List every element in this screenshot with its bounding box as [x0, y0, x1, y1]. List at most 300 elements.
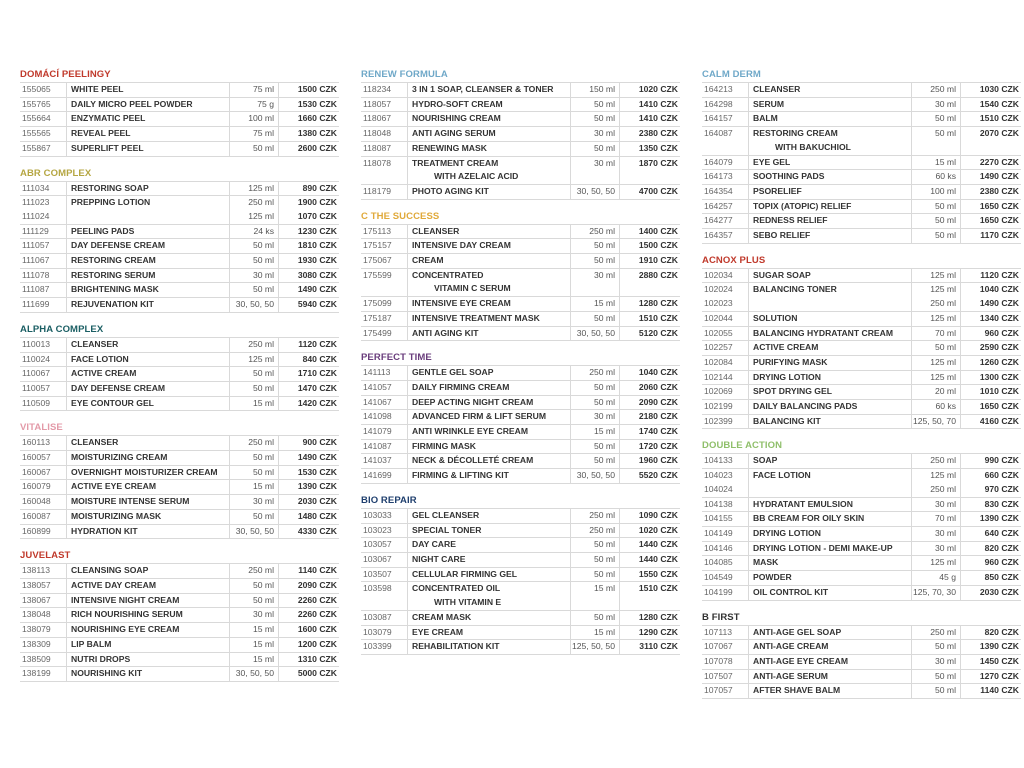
product-volume: 20 ml [912, 385, 961, 400]
product-row [702, 414, 1021, 429]
product-row [20, 268, 339, 283]
product-name: FIRMING & LIFTING KIT [408, 469, 571, 484]
product-code: 111129 [20, 224, 67, 239]
product-code: 104024 [702, 483, 749, 497]
product-row [702, 469, 1021, 483]
product-code: 118048 [361, 127, 408, 142]
product-row [20, 367, 339, 382]
product-price: 900 CZK [279, 436, 340, 451]
product-row [361, 156, 680, 170]
product-code: 110509 [20, 396, 67, 411]
product-volume: 50 ml [571, 380, 620, 395]
product-code: 155065 [20, 83, 67, 98]
product-volume: 50 ml [912, 214, 961, 229]
product-price: 1040 CZK [979, 284, 1019, 295]
product-name: INTENSIVE EYE CREAM [408, 297, 571, 312]
product-row [702, 556, 1021, 571]
product-row [361, 366, 680, 381]
product-row [361, 596, 680, 610]
product-row [361, 410, 680, 425]
product-volume: 50 ml [230, 254, 279, 269]
product-name: OVERNIGHT MOISTURIZER CREAM [67, 465, 230, 480]
product-code: 103023 [361, 523, 408, 538]
product-name: RENEWING MASK [408, 141, 571, 156]
product-table [20, 435, 339, 539]
product-volume: 75 ml [230, 83, 279, 98]
product-volume: 250 ml [230, 337, 279, 352]
section-title: ALPHA COMPLEX [20, 323, 104, 335]
product-price: 1200 CZK [279, 637, 340, 652]
product-name: BALANCING KIT [749, 414, 912, 429]
product-row [20, 83, 339, 98]
product-code: 155664 [20, 112, 67, 127]
product-volume: 150 ml [571, 83, 620, 98]
product-name: SERUM [749, 97, 912, 112]
product-row [20, 112, 339, 127]
product-row [361, 282, 680, 296]
product-code: 102199 [702, 400, 749, 415]
product-price: 1500 CZK [620, 239, 681, 254]
product-code: 164087 [702, 127, 749, 141]
product-price: 2090 CZK [279, 578, 340, 593]
product-row [361, 395, 680, 410]
product-name: EYE GEL [749, 155, 912, 170]
product-row [361, 625, 680, 640]
product-name: AFTER SHAVE BALM [749, 684, 912, 699]
product-volume: 30, 50, 50 [230, 667, 279, 682]
product-code: 107078 [702, 654, 749, 669]
product-code: 141113 [361, 366, 408, 381]
product-volume: 30 ml [230, 268, 279, 283]
product-row [20, 210, 339, 224]
product-name: NUTRI DROPS [67, 652, 230, 667]
product-price: 2030 CZK [279, 495, 340, 510]
product-row [702, 127, 1021, 141]
product-name: CLEANSER [67, 436, 230, 451]
product-row [361, 184, 680, 199]
product-code: 102399 [702, 414, 749, 429]
product-row [20, 141, 339, 156]
product-volume: 50 ml [571, 538, 620, 553]
product-price: 1720 CZK [620, 439, 681, 454]
product-volume: 125, 50, 50 [571, 640, 620, 655]
product-code: 141037 [361, 454, 408, 469]
product-row [20, 196, 339, 210]
product-table [20, 337, 339, 412]
product-code: 160067 [20, 465, 67, 480]
product-volume: 70 ml [912, 512, 961, 527]
product-code: 104085 [702, 556, 749, 571]
product-volume: 50 ml [571, 567, 620, 582]
product-code: 175599 [361, 268, 408, 282]
product-price: 2600 CZK [279, 141, 340, 156]
product-price: 1390 CZK [961, 640, 1022, 655]
product-row [361, 582, 680, 596]
product-name: EYE CREAM [408, 625, 571, 640]
product-name: DAY DEFENSE CREAM [67, 239, 230, 254]
product-row [702, 83, 1021, 98]
product-code: 164079 [702, 155, 749, 170]
product-name: BALANCING TONER [749, 283, 912, 297]
product-price: 1490 CZK [279, 283, 340, 298]
product-price: 2060 CZK [620, 380, 681, 395]
product-volume: 30 ml [571, 268, 620, 282]
product-code: 155867 [20, 141, 67, 156]
product-name [67, 210, 230, 224]
product-price: 1740 CZK [620, 425, 681, 440]
product-row [702, 512, 1021, 527]
product-price: 5520 CZK [620, 469, 681, 484]
product-volume: 250 ml [912, 483, 961, 497]
product-price: 820 CZK [961, 541, 1022, 556]
product-price: 3110 CZK [620, 640, 681, 655]
product-price: 2380 CZK [961, 184, 1022, 199]
product-name: GENTLE GEL SOAP [408, 366, 571, 381]
product-row [361, 297, 680, 312]
product-name: SEBO RELIEF [749, 229, 912, 244]
product-table [702, 82, 1021, 244]
product-table [361, 365, 680, 484]
product-price: 1030 CZK [961, 83, 1022, 98]
product-price: 2590 CZK [961, 341, 1022, 356]
product-name: CLEANSING SOAP [67, 564, 230, 579]
product-volume: 250 ml [230, 564, 279, 579]
product-code: 110013 [20, 337, 67, 352]
product-name: OIL CONTROL KIT [749, 585, 912, 600]
product-price: 990 CZK [961, 454, 1022, 469]
product-volume [571, 596, 620, 610]
section-title: DOUBLE ACTION [702, 440, 783, 452]
product-row [20, 524, 339, 539]
product-name: MOISTURIZING CREAM [67, 451, 230, 466]
product-price: 660 CZK [984, 470, 1019, 481]
product-row [20, 451, 339, 466]
product-code: 107507 [702, 669, 749, 684]
product-name: CLEANSER [749, 83, 912, 98]
product-volume: 50 ml [571, 552, 620, 567]
product-code: 175099 [361, 297, 408, 312]
product-table [702, 453, 1021, 600]
product-row [20, 465, 339, 480]
product-code: 175157 [361, 239, 408, 254]
section-title: RENEW FORMULA [361, 69, 448, 80]
product-volume: 50 ml [230, 593, 279, 608]
product-volume: 50 ml [912, 684, 961, 699]
product-price: 1480 CZK [279, 509, 340, 524]
product-name: NECK & DÉCOLLETÉ CREAM [408, 454, 571, 469]
product-row [361, 610, 680, 625]
product-price: 1280 CZK [620, 610, 681, 625]
product-volume: 50 ml [571, 141, 620, 156]
product-code: 103057 [361, 538, 408, 553]
product-row [20, 637, 339, 652]
product-row [361, 170, 680, 184]
section-title: VITALISE [20, 422, 63, 434]
product-price: 1510 CZK [638, 583, 678, 594]
product-price: 5000 CZK [279, 667, 340, 682]
product-table [20, 181, 339, 313]
product-row [20, 337, 339, 352]
product-row [20, 509, 339, 524]
product-price: 2380 CZK [620, 127, 681, 142]
product-code: 138079 [20, 623, 67, 638]
product-volume: 125 ml [912, 283, 961, 297]
product-name: RESTORING SOAP [67, 181, 230, 196]
product-code: 164354 [702, 184, 749, 199]
product-row [702, 571, 1021, 586]
product-volume: 50 ml [230, 381, 279, 396]
product-code: 102257 [702, 341, 749, 356]
product-code: 107113 [702, 625, 749, 640]
product-code: 164213 [702, 83, 749, 98]
product-volume: 50 ml [571, 254, 620, 269]
section-title: CALM DERM [702, 69, 761, 80]
product-name: NIGHT CARE [408, 552, 571, 567]
product-row [702, 268, 1021, 283]
product-price: 1090 CZK [620, 508, 681, 523]
product-price: 2090 CZK [620, 395, 681, 410]
product-code: 175187 [361, 311, 408, 326]
product-name: BB CREAM FOR OILY SKIN [749, 512, 912, 527]
product-volume: 75 ml [230, 127, 279, 142]
product-code: 155565 [20, 127, 67, 142]
product-code: 175113 [361, 224, 408, 239]
product-price: 1490 CZK [961, 297, 1022, 311]
product-price: 4330 CZK [279, 524, 340, 539]
product-code: 107057 [702, 684, 749, 699]
product-code: 104549 [702, 571, 749, 586]
product-row [702, 355, 1021, 370]
product-code: 141057 [361, 380, 408, 395]
product-price: 1450 CZK [961, 654, 1022, 669]
product-row [361, 538, 680, 553]
product-name: NOURISHING KIT [67, 667, 230, 682]
product-name: HYDRATION KIT [67, 524, 230, 539]
product-price: 4160 CZK [961, 414, 1022, 429]
product-name: SOLUTION [749, 311, 912, 326]
product-row [20, 283, 339, 298]
product-code: 104138 [702, 497, 749, 512]
product-volume: 250 ml [571, 508, 620, 523]
product-row [20, 495, 339, 510]
product-name: REVEAL PEEL [67, 127, 230, 142]
product-name: DEEP ACTING NIGHT CREAM [408, 395, 571, 410]
product-name: DAY CARE [408, 538, 571, 553]
product-volume: 50 ml [230, 239, 279, 254]
product-name: ANTI-AGE GEL SOAP [749, 625, 912, 640]
product-price: 1070 CZK [279, 210, 340, 224]
product-name: POWDER [749, 571, 912, 586]
product-name: BALM [749, 112, 912, 127]
product-name: EYE CONTOUR GEL [67, 396, 230, 411]
product-volume: 100 ml [230, 112, 279, 127]
product-name: CONCENTRATED [408, 268, 571, 282]
product-volume: 50 ml [571, 395, 620, 410]
product-price: 1470 CZK [279, 381, 340, 396]
product-price: 2180 CZK [620, 410, 681, 425]
product-price: 1420 CZK [279, 396, 340, 411]
section-title: DOMÁCÍ PEELINGY [20, 69, 111, 80]
product-name: ADVANCED FIRM & LIFT SERUM [408, 410, 571, 425]
product-volume: 70 ml [912, 326, 961, 341]
product-code: 104023 [702, 469, 749, 483]
product-row [702, 654, 1021, 669]
product-price: 1510 CZK [620, 311, 681, 326]
product-price: 1270 CZK [961, 669, 1022, 684]
product-code: 111057 [20, 239, 67, 254]
product-volume: 30, 50, 50 [571, 184, 620, 199]
product-volume: 15 ml [571, 425, 620, 440]
product-code: 111034 [20, 181, 67, 196]
product-row [702, 326, 1021, 341]
product-row [361, 508, 680, 523]
product-price: 1510 CZK [961, 112, 1022, 127]
product-code: 111023 [20, 196, 67, 210]
product-price: 830 CZK [961, 497, 1022, 512]
product-row [702, 625, 1021, 640]
product-code: 102034 [702, 268, 749, 283]
product-name: DAILY MICRO PEEL POWDER [67, 97, 230, 112]
product-volume: 50 ml [571, 112, 620, 127]
product-name: RESTORING CREAM [749, 127, 912, 141]
product-code: 160057 [20, 451, 67, 466]
product-name: SOOTHING PADS [749, 170, 912, 185]
product-code: 138509 [20, 652, 67, 667]
product-name: TOPIX (ATOPIC) RELIEF [749, 199, 912, 214]
product-row [20, 578, 339, 593]
product-code: 160087 [20, 509, 67, 524]
product-table [702, 625, 1021, 700]
product-row [702, 155, 1021, 170]
product-name: ACTIVE DAY CREAM [67, 578, 230, 593]
product-price: 1340 CZK [961, 311, 1022, 326]
product-name: BALANCING HYDRATANT CREAM [749, 326, 912, 341]
section-title: ABR COMPLEX [20, 167, 92, 179]
product-section [20, 323, 337, 412]
product-row [702, 141, 1021, 155]
product-row [20, 608, 339, 623]
product-code: 103507 [361, 567, 408, 582]
product-volume: 50 ml [571, 454, 620, 469]
product-name: CREAM MASK [408, 610, 571, 625]
product-code: 103087 [361, 610, 408, 625]
product-section [20, 421, 337, 539]
product-price [620, 170, 681, 184]
product-row [361, 567, 680, 582]
product-code: 102023 [702, 297, 749, 311]
product-name: PURIFYING MASK [749, 355, 912, 370]
product-row [702, 184, 1021, 199]
product-code: 110067 [20, 367, 67, 382]
product-row [702, 385, 1021, 400]
product-volume: 30 ml [912, 541, 961, 556]
product-name: LIP BALM [67, 637, 230, 652]
product-row [361, 141, 680, 156]
product-volume: 125 ml [912, 355, 961, 370]
product-price: 1410 CZK [620, 112, 681, 127]
product-name: DAY DEFENSE CREAM [67, 381, 230, 396]
product-name: MASK [749, 556, 912, 571]
product-code: 103399 [361, 640, 408, 655]
product-price: 2070 CZK [979, 128, 1019, 139]
product-volume: 125 ml [912, 469, 961, 483]
product-price: 1530 CZK [279, 97, 340, 112]
product-code: 138309 [20, 637, 67, 652]
product-volume: 30 ml [230, 608, 279, 623]
product-row [20, 652, 339, 667]
product-code: 102084 [702, 355, 749, 370]
product-code: 103079 [361, 625, 408, 640]
product-volume: 15 ml [571, 625, 620, 640]
product-price: 1390 CZK [961, 512, 1022, 527]
product-code: 103067 [361, 552, 408, 567]
product-code: 102044 [702, 311, 749, 326]
product-name: ENZYMATIC PEEL [67, 112, 230, 127]
product-volume: 50 ml [912, 669, 961, 684]
product-price: 820 CZK [961, 625, 1022, 640]
product-price: 1010 CZK [961, 385, 1022, 400]
product-name: ACTIVE CREAM [67, 367, 230, 382]
product-price: 1540 CZK [961, 97, 1022, 112]
product-volume: 250 ml [912, 454, 961, 469]
product-row [20, 623, 339, 638]
product-row [702, 370, 1021, 385]
product-price: 850 CZK [961, 571, 1022, 586]
product-volume: 50 ml [230, 451, 279, 466]
product-name: INTENSIVE DAY CREAM [408, 239, 571, 254]
product-volume: 15 ml [230, 623, 279, 638]
product-row [361, 439, 680, 454]
product-price: 960 CZK [961, 556, 1022, 571]
product-code: 104155 [702, 512, 749, 527]
product-code: 164357 [702, 229, 749, 244]
product-price: 1380 CZK [279, 127, 340, 142]
product-name: 3 IN 1 SOAP, CLEANSER & TONER [408, 83, 571, 98]
product-price: 840 CZK [279, 352, 340, 367]
product-code: 104199 [702, 585, 749, 600]
product-price: 1960 CZK [620, 454, 681, 469]
product-row [361, 97, 680, 112]
product-price: 2260 CZK [279, 593, 340, 608]
product-code: 175067 [361, 254, 408, 269]
product-table [361, 82, 680, 200]
product-code: 164257 [702, 199, 749, 214]
product-price: 1170 CZK [961, 229, 1022, 244]
section-title: B FIRST [702, 611, 740, 623]
product-name: BRIGHTENING MASK [67, 283, 230, 298]
product-name: INTENSIVE NIGHT CREAM [67, 593, 230, 608]
product-volume: 30 ml [571, 410, 620, 425]
product-price: 1710 CZK [279, 367, 340, 382]
product-volume: 30, 50, 50 [571, 469, 620, 484]
product-volume: 15 ml [912, 155, 961, 170]
product-code [361, 596, 408, 610]
product-price: 2880 CZK [638, 269, 678, 280]
product-name: ANTI WRINKLE EYE CREAM [408, 425, 571, 440]
product-volume: 50 ml [912, 199, 961, 214]
product-volume: 50 ml [912, 341, 961, 356]
product-price: 1040 CZK [620, 366, 681, 381]
column-right [702, 68, 1019, 709]
product-table [20, 82, 339, 157]
product-volume: 15 ml [230, 480, 279, 495]
product-row [702, 454, 1021, 469]
product-code: 102069 [702, 385, 749, 400]
product-code: 164298 [702, 97, 749, 112]
product-section [702, 611, 1019, 700]
product-code: 141098 [361, 410, 408, 425]
product-table [361, 224, 680, 342]
